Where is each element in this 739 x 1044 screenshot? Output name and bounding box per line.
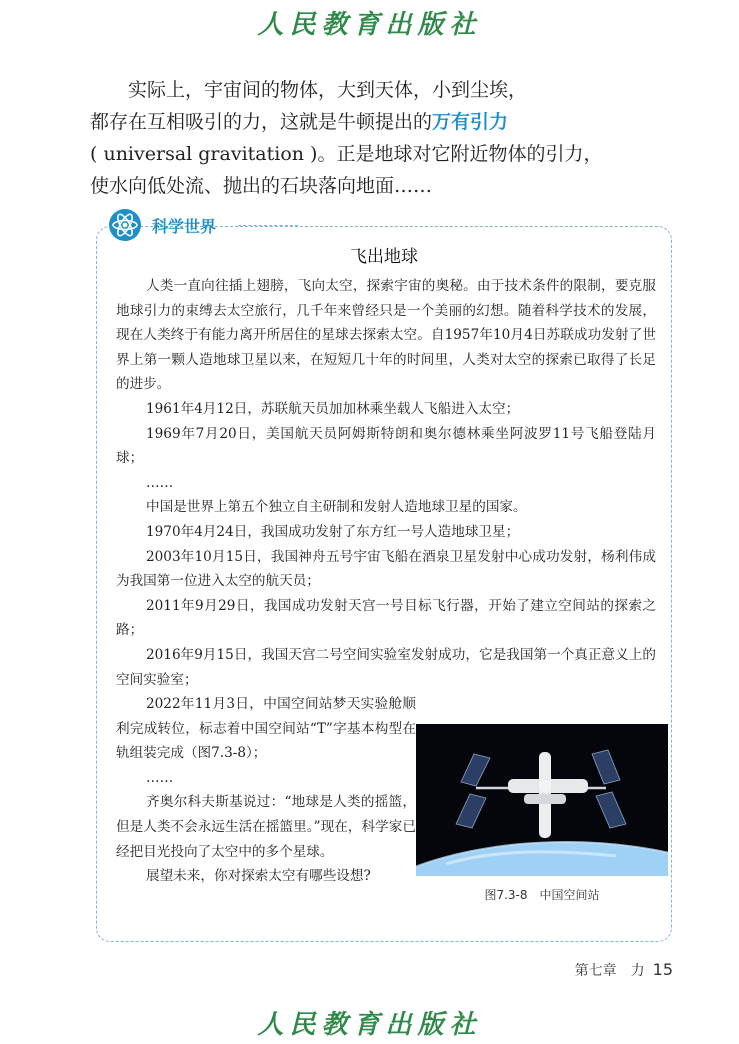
chapter-label: 第七章 力 bbox=[574, 963, 645, 979]
intro-text-span: 都存在互相吸引的力，这就是牛顿提出的 bbox=[90, 111, 433, 133]
publisher-logo-bottom: 人民教育出版社 bbox=[257, 1010, 482, 1040]
page-number: 15 bbox=[652, 960, 673, 979]
space-station-photo bbox=[416, 724, 668, 876]
intro-line: 实际上，宇宙间的物体，大到天体，小到尘埃， bbox=[128, 79, 528, 101]
paragraph: 齐奥尔科夫斯基说过：“地球是人类的摇篮，但是人类不会永远生活在摇篮里。”现在，科学家已经把目光投向了太空中的多个星球。 bbox=[116, 794, 416, 860]
publisher-logo-top: 人民教育出版社 bbox=[257, 10, 482, 40]
paragraph: 1961年4月12日，苏联航天员加加林乘坐载人飞船进入太空； bbox=[146, 400, 520, 417]
paragraph: 2022年11月3日，中国空间站梦天实验舱顺利完成转位，标志着中国空间站“T”字基本构型在轨组装完成（图7.3-8）； bbox=[116, 696, 416, 762]
intro-line: 使水向低处流、抛出的石块落向地面…… bbox=[90, 175, 433, 197]
paragraph: …… bbox=[146, 474, 174, 491]
space-station-illustration bbox=[416, 724, 668, 876]
figure-caption: 图7.3-8 中国空间站 bbox=[484, 888, 600, 902]
intro-line: ( universal gravitation )。正是地球对它附近物体的引力， bbox=[90, 143, 603, 165]
paragraph: 2016年9月15日，我国天宫二号空间实验室发射成功，它是我国第一个真正意义上的空间实验室； bbox=[116, 646, 656, 688]
intro-line bbox=[90, 106, 650, 138]
paragraph: 中国是世界上第五个独立自主研制和发射人造地球卫星的国家。 bbox=[146, 499, 527, 516]
wrapped-text bbox=[116, 692, 416, 864]
science-world-tag bbox=[108, 208, 298, 242]
section-title: 飞出地球 bbox=[350, 247, 418, 267]
atom-icon bbox=[108, 208, 142, 242]
science-world-label: 科学世界 bbox=[152, 217, 217, 236]
intro-text bbox=[90, 74, 650, 202]
paragraph: …… bbox=[146, 769, 174, 786]
paragraph: 1970年4月24日，我国成功发射了东方红一号人造地球卫星； bbox=[146, 523, 520, 540]
paragraph: 1969年7月20日，美国航天员阿姆斯特朗和奥尔德林乘坐阿波罗11号飞船登陆月球； bbox=[116, 425, 656, 467]
keyword-highlight: 万有引力 bbox=[432, 111, 509, 133]
paragraph: 2003年10月15日，我国神舟五号宇宙飞船在酒泉卫星发射中心成功发射，杨利伟成为我国第一位进入太空的航天员； bbox=[116, 548, 656, 590]
page-footer bbox=[575, 960, 673, 980]
paragraph: 2011年9月29日，我国成功发射天宫一号目标飞行器，开始了建立空间站的探索之路； bbox=[116, 597, 656, 639]
paragraph: 人类一直向往插上翅膀，飞向太空，探索宇宙的奥秘。由于技术条件的限制，要克服地球引力的束缚去太空旅行，几千年来曾经只是一个美丽的幻想。随着科学技术的发展，现在人类终于有能力离开所居住的星球去探索太空。自1957年10月4日苏联成功发射了世界上第一颗人造地球卫星以来，在短短几十年的时间里，人类对太空的探索已取得了长足的进步。 bbox=[116, 278, 656, 393]
paragraph: 展望未来，你对探索太空有哪些设想? bbox=[146, 868, 371, 885]
tag-divider bbox=[238, 225, 298, 226]
